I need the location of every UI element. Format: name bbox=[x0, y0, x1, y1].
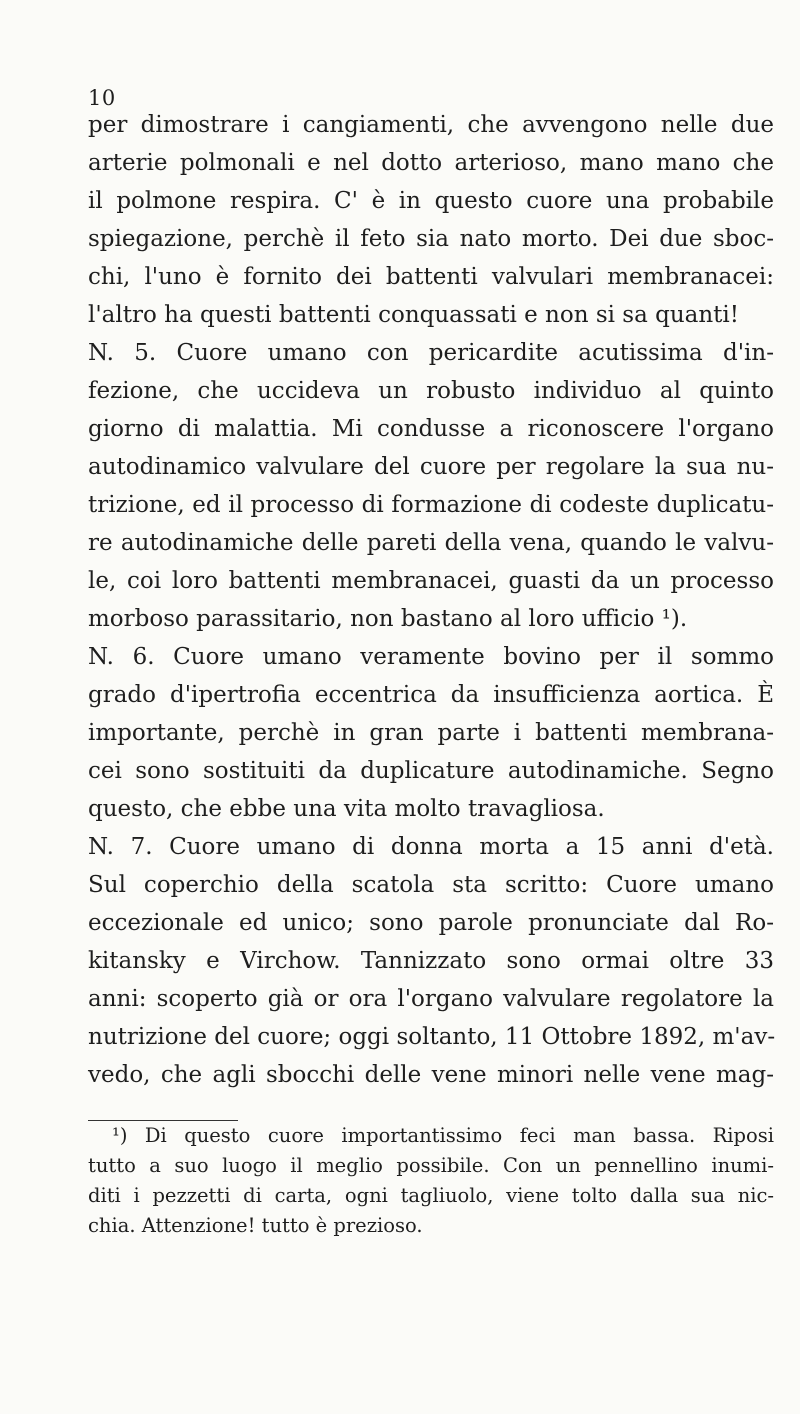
text-line: le, coi loro battenti membranacei, guasti da un processo bbox=[88, 568, 774, 594]
text-line: l'altro ha questi battenti conquassati e non si sa quanti! bbox=[88, 302, 740, 328]
text-line: morboso parassitario, non bastano al loro ufficio ¹). bbox=[88, 606, 688, 632]
text-line: per dimostrare i cangiamenti, che avvengono nelle due bbox=[88, 112, 774, 138]
text-line: il polmone respira. C' è in questo cuore una probabile bbox=[88, 188, 774, 214]
text-line: importante, perchè in gran parte i battenti membrana- bbox=[88, 720, 774, 746]
text-line: anni: scoperto già or ora l'organo valvulare regolatore la bbox=[88, 986, 774, 1012]
text-line: N. 5. Cuore umano con pericardite acutissima d'in- bbox=[88, 340, 774, 366]
text-line: autodinamico valvulare del cuore per regolare la sua nu- bbox=[88, 454, 774, 480]
text-line: vedo, che agli sbocchi delle vene minori nelle vene mag- bbox=[88, 1062, 774, 1088]
text-line: re autodinamiche delle pareti della vena, quando le valvu- bbox=[88, 530, 774, 556]
text-line: arterie polmonali e nel dotto arterioso, mano mano che bbox=[88, 150, 774, 176]
footnote-line: ¹) Di questo cuore importantissimo feci man bassa. Riposi bbox=[112, 1124, 774, 1147]
text-line: N. 6. Cuore umano veramente bovino per il sommo bbox=[88, 644, 774, 670]
text-line: grado d'ipertrofia eccentrica da insufficienza aortica. È bbox=[88, 682, 774, 708]
text-line: spiegazione, perchè il feto sia nato morto. Dei due sboc- bbox=[88, 226, 774, 252]
text-line: kitansky e Virchow. Tannizzato sono ormai oltre 33 bbox=[88, 948, 774, 974]
text-line: cei sono sostituiti da duplicature autodinamiche. Segno bbox=[88, 758, 774, 784]
text-line: eccezionale ed unico; sono parole pronunciate dal Ro- bbox=[88, 910, 774, 936]
text-line: fezione, che uccideva un robusto individuo al quinto bbox=[88, 378, 774, 404]
page-number: 10 bbox=[88, 86, 116, 110]
footnote bbox=[88, 1121, 774, 1241]
text-line: giorno di malattia. Mi condusse a riconoscere l'organo bbox=[88, 416, 774, 442]
footnote-line: diti i pezzetti di carta, ogni tagliuolo, viene tolto dalla sua nic- bbox=[88, 1184, 774, 1207]
text-line: N. 7. Cuore umano di donna morta a 15 anni d'età. bbox=[88, 834, 774, 860]
footnote-line: chia. Attenzione! tutto è prezioso. bbox=[88, 1214, 423, 1237]
footnote-line: tutto a suo luogo il meglio possibile. Con un pennellino inumi- bbox=[88, 1154, 774, 1177]
text-line: trizione, ed il processo di formazione di codeste duplicatu- bbox=[88, 492, 774, 518]
body-text bbox=[88, 106, 774, 1094]
text-line: nutrizione del cuore; oggi soltanto, 11 Ottobre 1892, m'av- bbox=[88, 1024, 776, 1050]
text-line: questo, che ebbe una vita molto travagliosa. bbox=[88, 796, 605, 822]
text-line: chi, l'uno è fornito dei battenti valvulari membranacei: bbox=[88, 264, 774, 290]
text-line: Sul coperchio della scatola sta scritto: Cuore umano bbox=[88, 872, 774, 898]
